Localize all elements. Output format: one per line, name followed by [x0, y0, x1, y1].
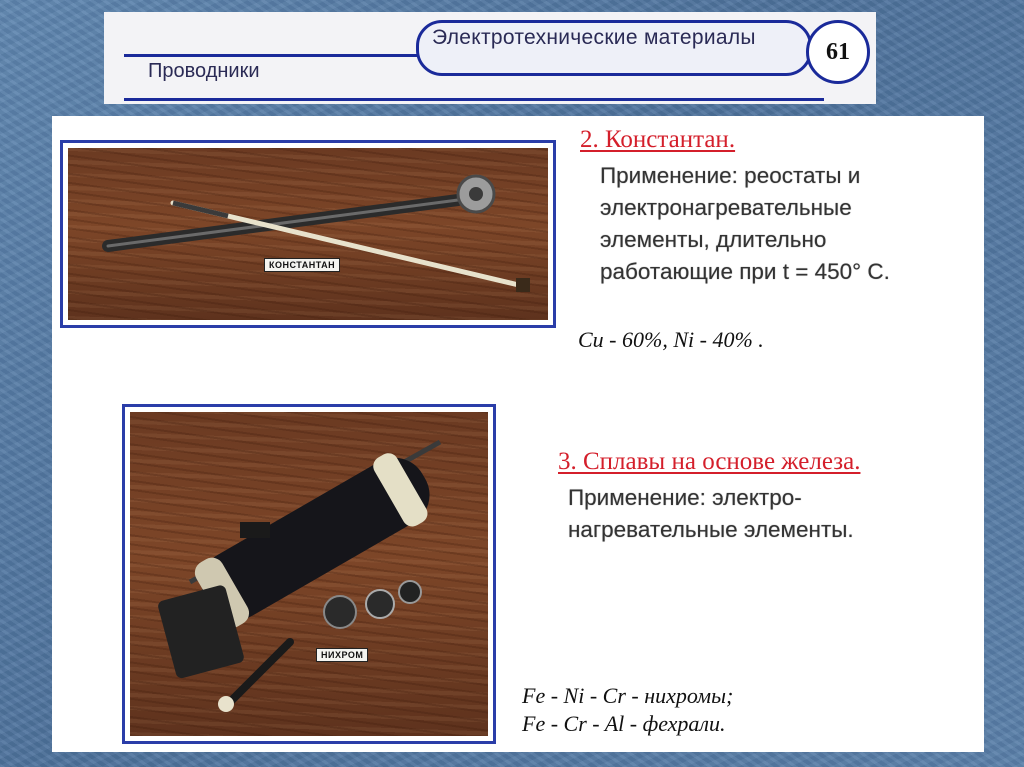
nichrome-photo-label: НИХРОМ	[316, 648, 368, 662]
slide-content	[52, 116, 984, 752]
composition-nichrome: Fe - Ni - Cr - нихромы;	[522, 683, 734, 708]
konstantan-photo	[68, 148, 548, 320]
konstantan-rods-illustration	[68, 148, 548, 320]
konstantan-text-line: работающие при t = 450° C.	[600, 259, 890, 284]
konstantan-photo-label: КОНСТАНТАН	[264, 258, 340, 272]
iron-alloys-composition	[522, 682, 733, 738]
konstantan-application	[600, 160, 890, 288]
nichrome-photo-frame	[122, 404, 496, 744]
header-divider-bottom	[124, 98, 824, 101]
iron-alloys-heading: 3. Сплавы на основе железа.	[558, 448, 861, 475]
konstantan-text-line: Применение: реостаты и	[600, 163, 861, 188]
konstantan-text-line: элементы, длительно	[600, 227, 827, 252]
header-title: Электротехнические материалы	[432, 26, 756, 49]
konstantan-heading: 2. Константан.	[580, 126, 736, 153]
iron-alloys-text-line: нагревательные элементы.	[568, 517, 854, 542]
composition-fechral: Fe - Cr - Al - фехрали.	[522, 711, 726, 736]
konstantan-photo-frame	[60, 140, 556, 328]
page-number: 61	[806, 20, 870, 84]
slide-header	[104, 12, 876, 104]
iron-alloys-text-line: Применение: электро-	[568, 485, 802, 510]
header-subtitle: Проводники	[148, 60, 260, 82]
iron-alloys-application	[568, 482, 854, 546]
konstantan-composition: Cu - 60%, Ni - 40% .	[578, 327, 764, 352]
nichrome-rheostat-illustration	[130, 412, 488, 736]
konstantan-text-line: электронагревательные	[600, 195, 852, 220]
nichrome-photo	[130, 412, 488, 736]
